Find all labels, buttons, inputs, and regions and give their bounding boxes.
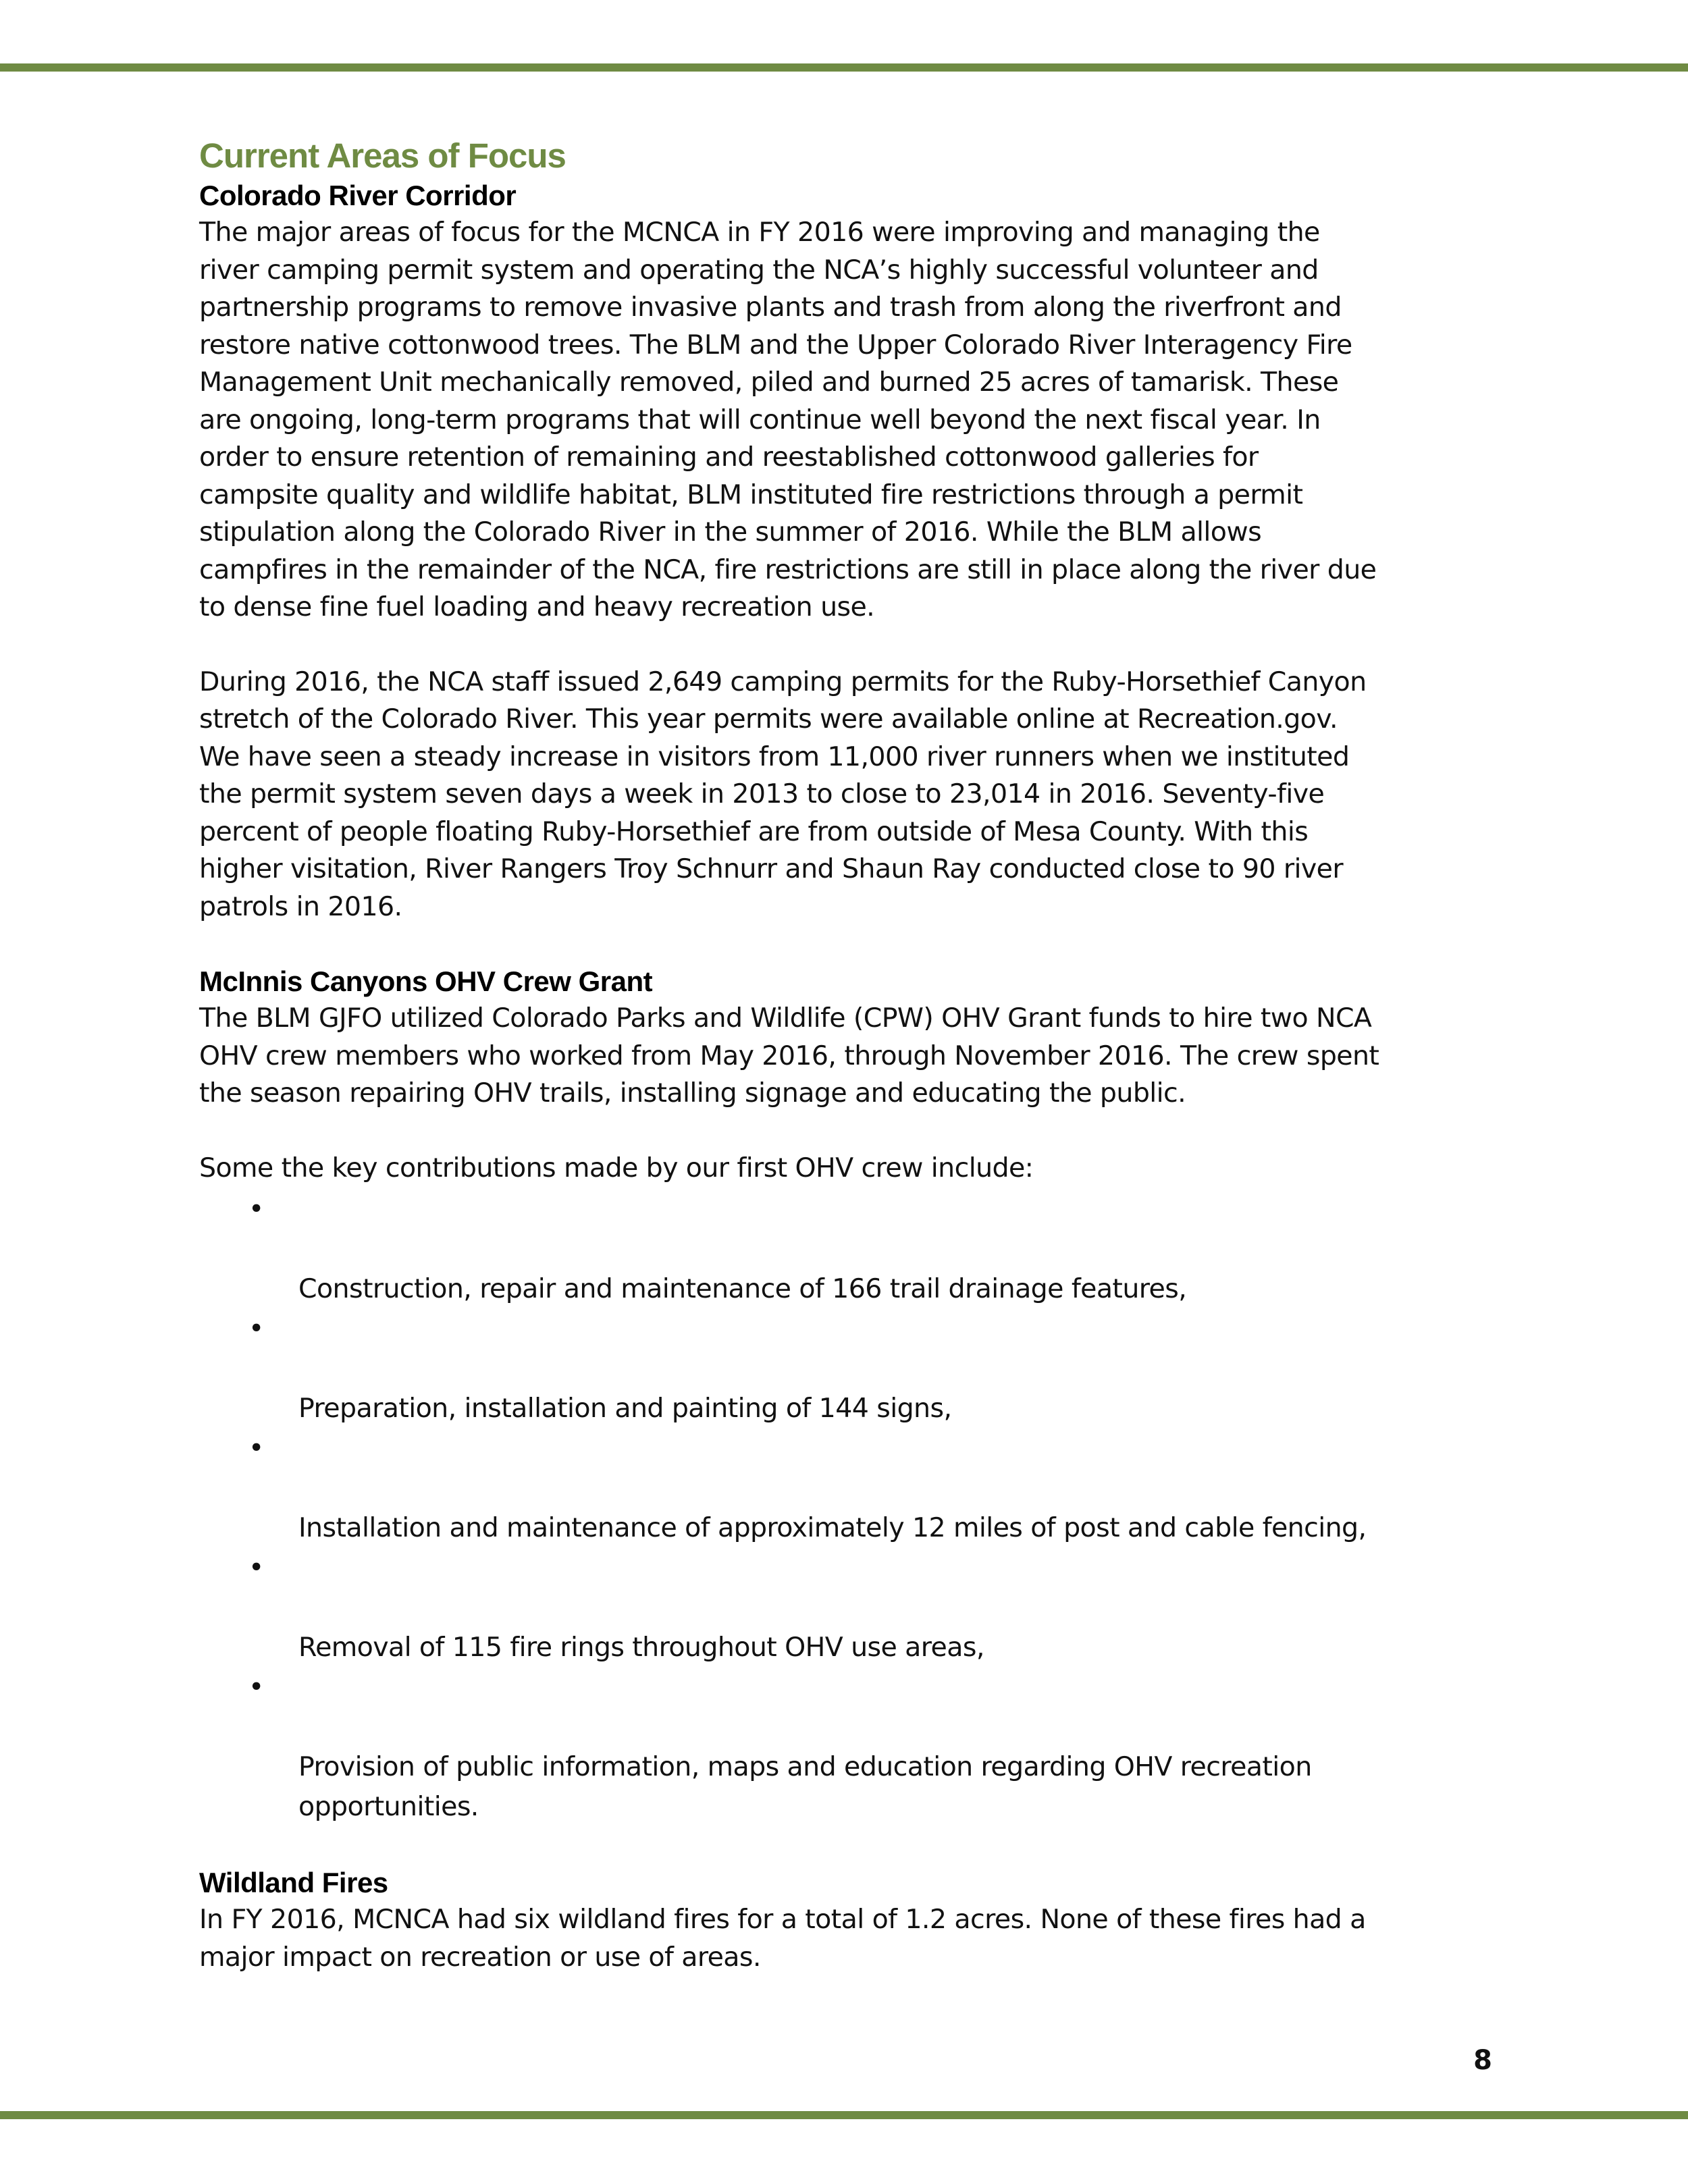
wildland-fires-paragraph: In FY 2016, MCNCA had six wildland fires for a total of 1.2 acres. None of these fires had a major impact on recreation or use of areas. bbox=[199, 1904, 1366, 1973]
list-item-text: Construction, repair and maintenance of 166 trail drainage features, bbox=[298, 1273, 1187, 1304]
list-item-text: Preparation, installation and painting of 144 signs, bbox=[298, 1393, 952, 1424]
spacer bbox=[199, 627, 1502, 664]
spacer bbox=[199, 1827, 1502, 1864]
list-item-text: Provision of public information, maps and education regarding OHV recreation opportunities. bbox=[298, 1751, 1312, 1822]
bullet-icon: • bbox=[248, 1433, 264, 1464]
ohv-contributions-list bbox=[199, 1190, 1502, 1827]
list-item bbox=[199, 1548, 1502, 1668]
list-item bbox=[199, 1429, 1502, 1548]
colorado-river-paragraph-1: The major areas of focus for the MCNCA in FY 2016 were improving and managing the river camping permit system and operating the NCA’s highly successful volunteer and partnership programs to remove invasive plants and trash from along the riverfront and restore native cottonwood trees. The BLM and the Upper Colorado River Interagency Fire Management Unit mechanically removed, piled and burned 25 acres of tamarisk. These are ongoing, long-term programs that will continue well beyond the next fiscal year. In order to ensure retention of remaining and reestablished cottonwood galleries for campsite quality and wildlife habitat, BLM instituted fire restrictions through a permit stipulation along the Colorado River in the summer of 2016. While the BLM allows campfires in the remainder of the NCA, fire restrictions are still in place along the river due to dense fine fuel loading and heavy recreation use. bbox=[199, 217, 1377, 622]
list-item bbox=[199, 1309, 1502, 1429]
spacer bbox=[199, 926, 1502, 963]
ohv-contributions-intro: Some the key contributions made by our first OHV crew include: bbox=[199, 1152, 1034, 1183]
list-item-text: Installation and maintenance of approximately 12 miles of post and cable fencing, bbox=[298, 1512, 1367, 1543]
section-title: Current Areas of Focus bbox=[199, 136, 566, 175]
page-number: 8 bbox=[1473, 2045, 1492, 2076]
ohv-crew-paragraph: The BLM GJFO utilized Colorado Parks and Wildlife (CPW) OHV Grant funds to hire two NCA OHV crew members who worked from May 2016, through November 2016. The crew spent the season repairing OHV trails, installing signage and educating the public. bbox=[199, 1003, 1379, 1109]
colorado-river-heading: Colorado River Corridor bbox=[199, 180, 517, 211]
wildland-fires-heading: Wildland Fires bbox=[199, 1867, 388, 1898]
page-content bbox=[199, 135, 1502, 1976]
bullet-icon: • bbox=[248, 1672, 264, 1703]
bullet-icon: • bbox=[248, 1194, 264, 1225]
top-rule bbox=[0, 63, 1688, 72]
list-item bbox=[199, 1190, 1502, 1309]
spacer bbox=[199, 1113, 1502, 1150]
colorado-river-paragraph-2: During 2016, the NCA staff issued 2,649 camping permits for the Ruby-Horsethief Canyon stretch of the Colorado River. This year permits were available online at Recreation.gov. We have seen a steady increase in visitors from 11,000 river runners when we instituted the permit system seven days a week in 2013 to close to 23,014 in 2016. Seventy-five percent of people floating Ruby-Horsethief are from outside of Mesa County. With this higher visitation, River Rangers Troy Schnurr and Shaun Ray conducted close to 90 river patrols in 2016. bbox=[199, 666, 1367, 922]
list-item-text: Removal of 115 fire rings throughout OHV use areas, bbox=[298, 1632, 984, 1663]
bullet-icon: • bbox=[248, 1313, 264, 1344]
ohv-crew-heading: McInnis Canyons OHV Crew Grant bbox=[199, 965, 653, 997]
bottom-rule bbox=[0, 2111, 1688, 2119]
bullet-icon: • bbox=[248, 1552, 264, 1583]
list-item bbox=[199, 1668, 1502, 1827]
